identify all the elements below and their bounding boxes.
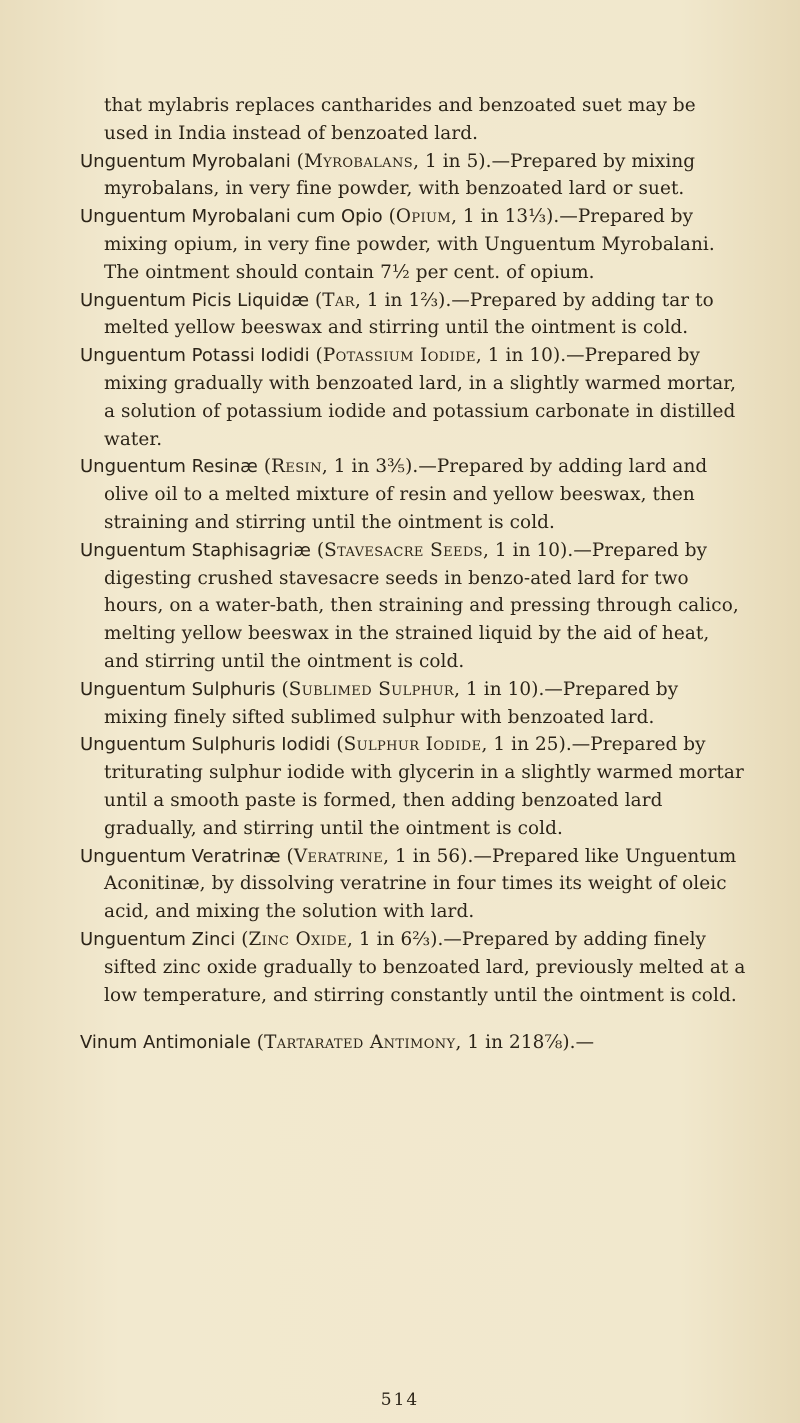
entry-paragraph: [80, 203, 746, 286]
entry-paragraph: [80, 342, 746, 453]
entry-title: Unguentum Resinæ: [80, 456, 258, 478]
entry-ingredient: Tar: [322, 289, 355, 311]
entry-description: Prepared by mixing myrobalans, in very fine powder, with benzoated lard or suet.: [104, 150, 696, 200]
entry-ingredient: Potassium Iodide: [322, 345, 476, 367]
entry-open-paren: (: [241, 928, 249, 950]
entry-paragraph: [80, 843, 746, 926]
intro-paragraph: that mylabris replaces cantharides and benzoated suet may be used in India instead of benzoated lard.: [104, 95, 696, 144]
entry-ingredient: Stavesacre Seeds: [324, 539, 483, 561]
entry-title: Unguentum Myrobalani cum Opio: [80, 206, 383, 228]
entry-ratio: , 1 in 1⅔).—: [354, 289, 470, 311]
entry-title: Unguentum Potassi Iodidi: [80, 345, 310, 367]
entry-ratio: , 1 in 218⅞).—: [455, 1032, 595, 1054]
entry-title: Unguentum Veratrinæ: [80, 845, 281, 867]
entry-description: Prepared by mixing finely sifted sublimed sulphur with benzoated lard.: [104, 678, 679, 728]
entry-ratio: , 1 in 5).—: [413, 150, 511, 172]
entry-description: Prepared by triturating sulphur iodide with glycerin in a slightly warmed mortar until a smooth paste is formed, then adding benzoated lard gradually, and stirring until the ointment is cold.: [104, 734, 744, 839]
entry-description: Prepared like Unguentum Aconitinæ, by dissolving veratrine in four times its weight of oleic acid, and mixing the solution with lard.: [104, 845, 737, 923]
entry-ratio: , 1 in 10).—: [454, 678, 563, 700]
entry-description: Prepared by adding finely sifted zinc oxide gradually to benzoated lard, previously melted at a low temperature, and stirring constantly until the ointment is cold.: [104, 928, 746, 1006]
entry-title: Unguentum Sulphuris Iodidi: [80, 734, 331, 756]
entry-ratio: , 1 in 56).—: [383, 845, 492, 867]
entry-title: Unguentum Picis Liquidæ: [80, 289, 310, 311]
entry-ingredient: Sulphur Iodide: [343, 734, 482, 756]
entry-paragraph: [80, 926, 746, 1009]
entry-ingredient: Zinc Oxide: [248, 928, 347, 950]
entry-ingredient: Opium: [395, 206, 452, 228]
entry-open-paren: (: [281, 678, 289, 700]
entry-title: Vinum Antimoniale: [80, 1032, 251, 1054]
entry-open-paren: (: [316, 539, 325, 561]
entry-description: Prepared by mixing opium, in very fine powder, with Unguentum Myrobalani. The ointment should contain 7½ per cent. of opium.: [104, 206, 715, 283]
entry-ratio: , 1 in 10).—: [482, 539, 592, 561]
entry-open-paren: (: [315, 345, 323, 367]
entry-open-paren: (: [263, 456, 272, 478]
entry-title: Unguentum Myrobalani: [80, 150, 291, 172]
entry-title: Unguentum Zinci: [80, 928, 236, 950]
entry-description: Prepared by adding lard and olive oil to a melted mixture of resin and yellow beeswax, then straining and stirring until the ointment is cold.: [104, 456, 708, 533]
entry-open-paren: (: [388, 206, 396, 228]
entry-ingredient: Resin: [271, 456, 322, 478]
entry-ingredient: Sublimed Sulphur: [288, 678, 455, 700]
entry-description: Prepared by digesting crushed stavesacre seeds in benzo-ated lard for two hours, on a water-bath, then straining and pressing through calico, melting yellow beeswax in the strained liquid by the aid of heat, and stirring until the ointment is cold.: [104, 539, 739, 672]
entry-description: Prepared by mixing gradually with benzoated lard, in a slightly warmed mortar, a solution of potassium iodide and potassium carbonate in distilled water.: [104, 345, 737, 450]
last-entry: [80, 1029, 746, 1057]
entry-ratio: , 1 in 3⅗).—: [321, 456, 437, 478]
entry-paragraph: [80, 148, 746, 204]
entry-title: Unguentum Sulphuris: [80, 678, 276, 700]
entry-ratio: , 1 in 13⅓).—: [451, 206, 578, 228]
entry-list: [80, 148, 746, 1010]
entry-open-paren: (: [315, 289, 323, 311]
entry-paragraph: [80, 287, 746, 343]
entry-ingredient: Veratrine: [293, 845, 384, 867]
entry-paragraph: [80, 731, 746, 842]
entry-paragraph: [80, 453, 746, 536]
entry-open-paren: (: [296, 150, 304, 172]
entry-ratio: , 1 in 10).—: [475, 345, 585, 367]
entry-open-paren: (: [286, 845, 294, 867]
entry-ratio: , 1 in 6⅔).—: [346, 928, 462, 950]
entry-paragraph: [80, 537, 746, 676]
entry-ingredient: Myrobalans: [303, 150, 414, 172]
entry-title: Unguentum Staphisagriæ: [80, 539, 311, 561]
entry-description: Prepared by adding tar to melted yellow beeswax and stirring until the ointment is cold.: [104, 289, 714, 339]
entry-open-paren: (: [256, 1032, 265, 1054]
entry-ingredient: Tartarated Antimony: [264, 1032, 456, 1054]
entry-ratio: , 1 in 25).—: [481, 734, 591, 756]
entry-paragraph: [80, 676, 746, 732]
entry-open-paren: (: [336, 734, 344, 756]
page-number: 514: [380, 1390, 420, 1410]
